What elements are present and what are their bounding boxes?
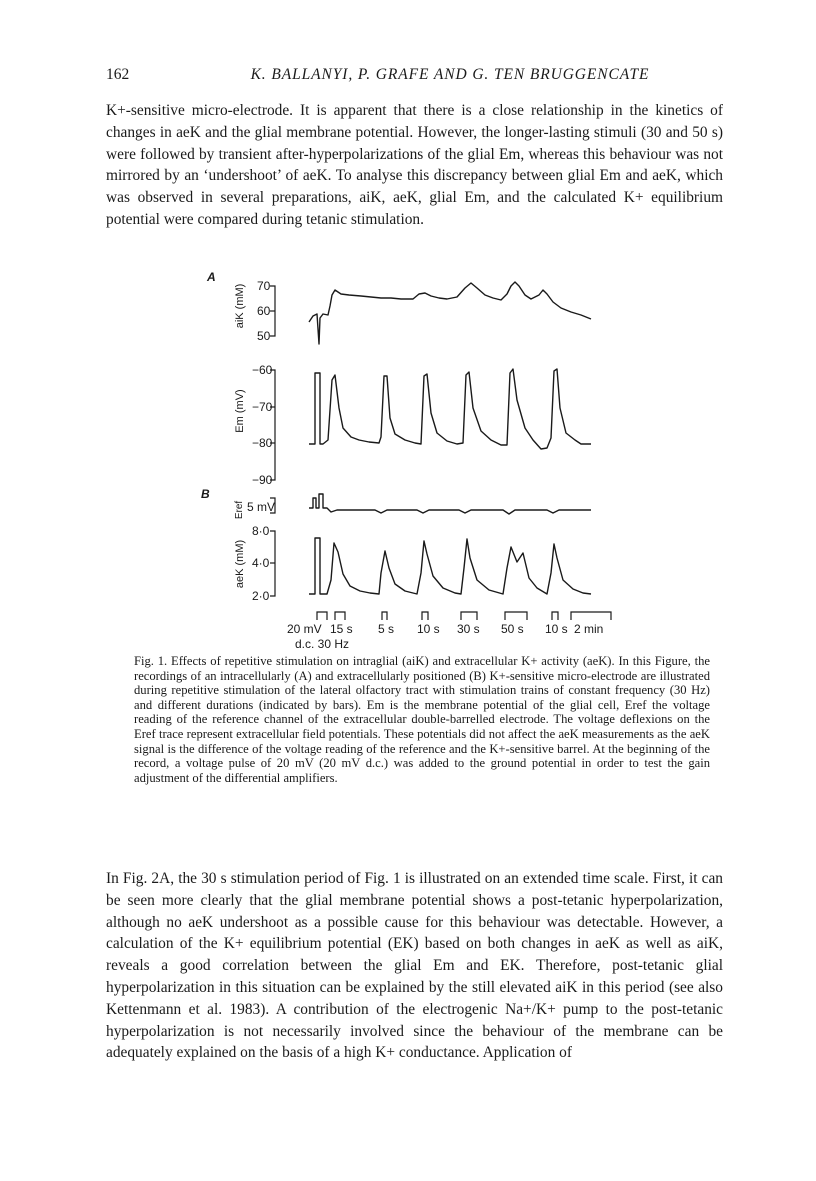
- figure-caption: Fig. 1. Effects of repetitive stimulation on intraglial (aiK) and extracellular K+ activity (aeK). In this Figure, the recordings of an intracellularly (A) and extracellularly positioned (B) K+-sensitive micro-electrode are illustrated during repetitive stimulation of the lateral olfactory tract with stimulation trains of constant frequency (30 Hz) and different durations (indicated by bars). Em is the membrane potential of the glial cell, Eref the voltage reading of the reference channel of the extracellular double-barrelled electrode. The voltage deflexions on the Eref trace represent extracellular field potentials. These potentials did not affect the aeK measurements as the aeK signal is the difference of the voltage reading of the reference and the K+-sensitive barrel. At the beginning of the record, a voltage pulse of 20 mV (20 mV d.c.) was added to the ground potential in order to test the gain adjustment of the differential amplifiers.: [134, 654, 710, 785]
- stim-label-10s-a: 10 s: [417, 622, 440, 636]
- stim-label-5s: 5 s: [378, 622, 395, 636]
- em-tick-90: −90: [252, 473, 273, 487]
- stimulus-bars: [317, 612, 611, 620]
- aik-tick-70: 70: [257, 279, 271, 293]
- figure-1: [195, 268, 625, 658]
- body-paragraph-1: K+-sensitive micro-electrode. It is apparent that there is a close relationship in the kinetics of changes in aeK and the glial membrane potential. However, the longer-lasting stimuli (30 and 50 s) were followed by transient after-hyperpolarizations of the glial Em, whereas this behaviour was not mirrored by an ‘undershoot’ of aeK. To analyse this discrepancy between glial Em and aeK, which was observed in several preparations, aiK, aeK, glial Em, and the calculated K+ equilibrium potential were compared during tetanic stimulation.: [106, 102, 723, 228]
- stim-bar-10s-b: [552, 612, 558, 620]
- em-tick-70: −70: [252, 400, 273, 414]
- aik-trace: [309, 282, 591, 344]
- stim-bar-5s: [382, 612, 387, 620]
- em-axis-label: Em (mV): [234, 389, 246, 433]
- scale-bar-2min: [571, 612, 611, 620]
- eref-trace: [309, 494, 591, 514]
- stim-bar-50s: [505, 612, 527, 620]
- stim-label-20mv: 20 mV: [287, 622, 322, 636]
- em-tick-80: −80: [252, 436, 273, 450]
- aek-trace: [309, 538, 591, 594]
- page-number: 162: [106, 66, 130, 83]
- stim-label-15s: 15 s: [330, 622, 353, 636]
- stim-label-30s: 30 s: [457, 622, 480, 636]
- aek-tick-4: 4·0: [252, 556, 270, 570]
- aek-axis-label: aeK (mM): [234, 539, 246, 589]
- em-trace: [309, 369, 591, 449]
- stim-bar-20mv: [317, 612, 327, 620]
- stim-label-50s: 50 s: [501, 622, 524, 636]
- aik-tick-60: 60: [257, 304, 271, 318]
- stim-sublabel: d.c. 30 Hz: [295, 637, 350, 651]
- eref-axis-label: Eref: [234, 500, 245, 520]
- em-axis: [270, 370, 275, 480]
- running-header: [106, 64, 724, 88]
- aek-tick-8: 8·0: [252, 524, 270, 538]
- em-tick-60: −60: [252, 363, 273, 377]
- aik-tick-50: 50: [257, 329, 271, 343]
- panel-b-label: B: [201, 487, 210, 501]
- stim-bar-15s: [335, 612, 345, 620]
- eref-scale-label: 5 mV: [247, 500, 276, 514]
- panel-a-label: A: [207, 270, 216, 284]
- aik-axis-label: aiK (mM): [234, 283, 246, 329]
- scale-label-2min: 2 min: [574, 622, 604, 636]
- aek-tick-2: 2·0: [252, 589, 270, 603]
- stim-label-10s-b: 10 s: [545, 622, 568, 636]
- stim-bar-10s-a: [422, 612, 428, 620]
- body-paragraph-2: In Fig. 2A, the 30 s stimulation period of Fig. 1 is illustrated on an extended time scale. First, it can be seen more clearly that the glial membrane potential shows a post-tetanic hyperpolarization, although no aeK undershoot as a possible cause for this behaviour was detectable. However, a calculation of the K+ equilibrium potential (EK) based on both changes in aeK as well as aiK, reveals a good correlation between the glial Em and EK. Therefore, post-tetanic glial hyperpolarization in this situation can be explained by the still elevated aiK in this period (see also Kettenmann et al. 1983). A contribution of the electrogenic Na+/K+ pump to the post-tetanic hyperpolarization is not necessarily involved since the behaviour of the membrane can be adequately explained on the basis of a high K+ conductance. Application of: [106, 870, 723, 1062]
- running-head-authors: K. BALLANYI, P. GRAFE AND G. TEN BRUGGENCATE: [250, 66, 650, 83]
- stim-bar-30s: [461, 612, 477, 620]
